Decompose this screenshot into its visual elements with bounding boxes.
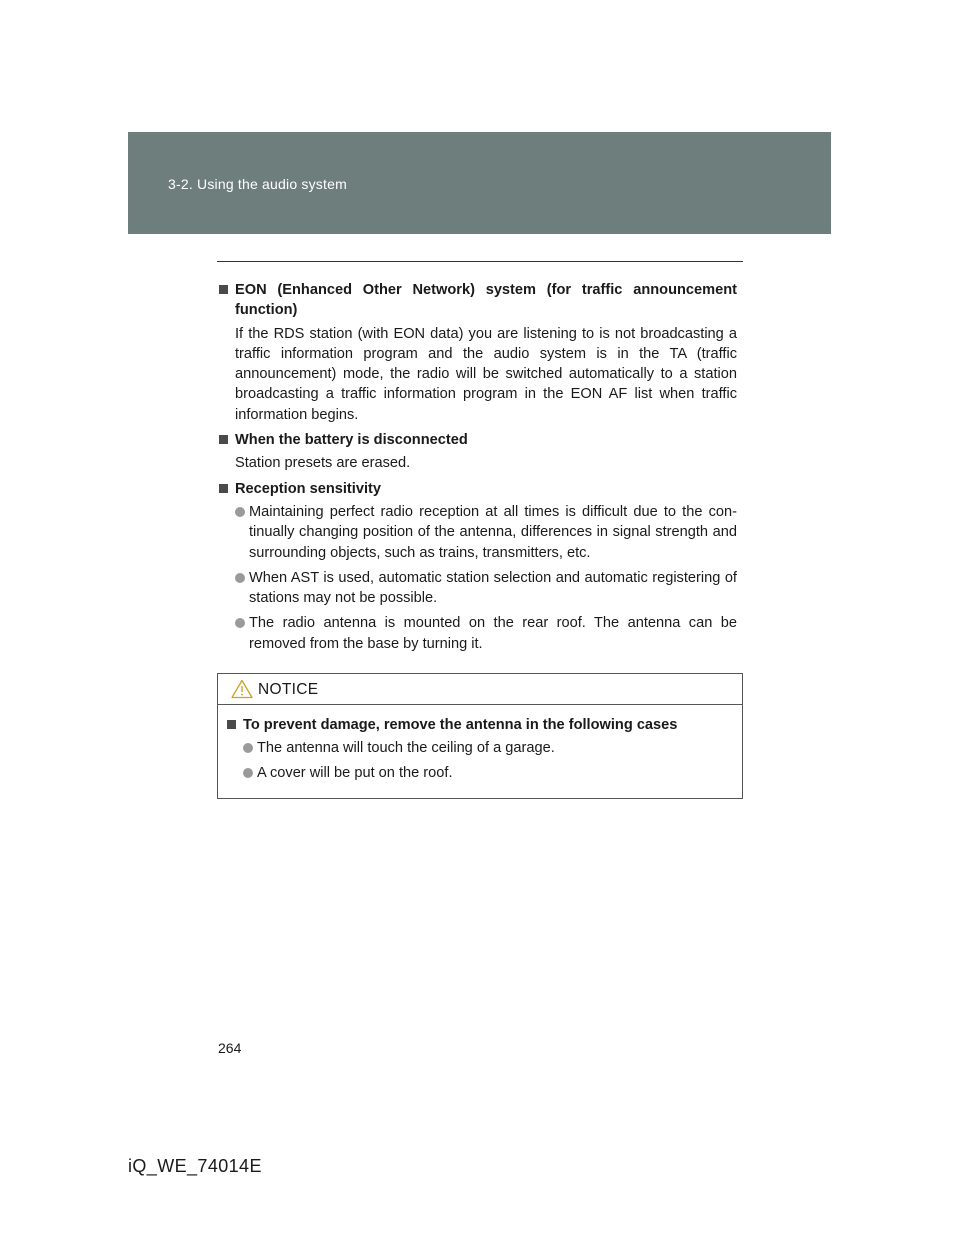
section-title: 3-2. Using the audio system [168, 176, 347, 192]
round-bullet-icon [243, 743, 253, 753]
notice-body [218, 705, 742, 783]
topic-title: Reception sensitivity [235, 480, 381, 497]
list-item-text: A cover will be put on the roof. [257, 765, 453, 781]
page-number: 264 [218, 1040, 242, 1056]
notice-topic [225, 715, 732, 783]
warning-triangle-icon [231, 679, 253, 699]
topic-title: When the battery is disconnected [235, 432, 468, 449]
round-bullet-icon [235, 618, 245, 628]
list-item [243, 763, 732, 783]
topic-body: If the RDS station (with EON data) you are listening to is not broadcasting a traffic information program and the audio system is in the TA (traffic announcement) mode, the radio will be switched automatically to a station broadcasting a traffic information program in the EON AF list when traffic information begins. [235, 325, 737, 423]
notice-topic-title: To prevent damage, remove the antenna in the following cases [243, 717, 678, 733]
list-item-text: The radio antenna is mounted on the rear roof. The antenna can be removed from the base by turning it. [249, 615, 737, 652]
list-item-text: The antenna will touch the ceiling of a garage. [257, 740, 555, 756]
round-bullet-icon [235, 507, 245, 517]
list-item [235, 568, 737, 609]
square-bullet-icon [219, 285, 228, 294]
list-item-text: Maintaining perfect radio reception at all times is difficult due to the con-tinually changing position of the antenna, differences in signal strength and surrounding objects, such as trains, transmitters, etc. [249, 503, 737, 561]
square-bullet-icon [219, 435, 228, 444]
topic-reception [217, 479, 737, 654]
square-bullet-icon [219, 484, 228, 493]
list-item [235, 613, 737, 654]
main-content [217, 280, 737, 659]
round-bullet-icon [243, 768, 253, 778]
notice-box [217, 673, 743, 799]
topic-eon [217, 280, 737, 425]
list-item-text: When AST is used, automatic station selection and automatic registering of stations may not be possible. [249, 569, 737, 607]
notice-header [218, 674, 742, 705]
topic-battery [217, 430, 737, 474]
square-bullet-icon [227, 720, 236, 729]
top-divider [217, 261, 743, 262]
topic-body: Station presets are erased. [235, 455, 411, 472]
document-code: iQ_WE_74014E [128, 1156, 262, 1176]
notice-label: NOTICE [258, 681, 319, 698]
list-item [243, 738, 732, 758]
header-band [128, 132, 831, 234]
topic-title: EON (Enhanced Other Network) system (for traffic announcement function) [235, 282, 737, 319]
list-item [235, 502, 737, 563]
round-bullet-icon [235, 573, 245, 583]
